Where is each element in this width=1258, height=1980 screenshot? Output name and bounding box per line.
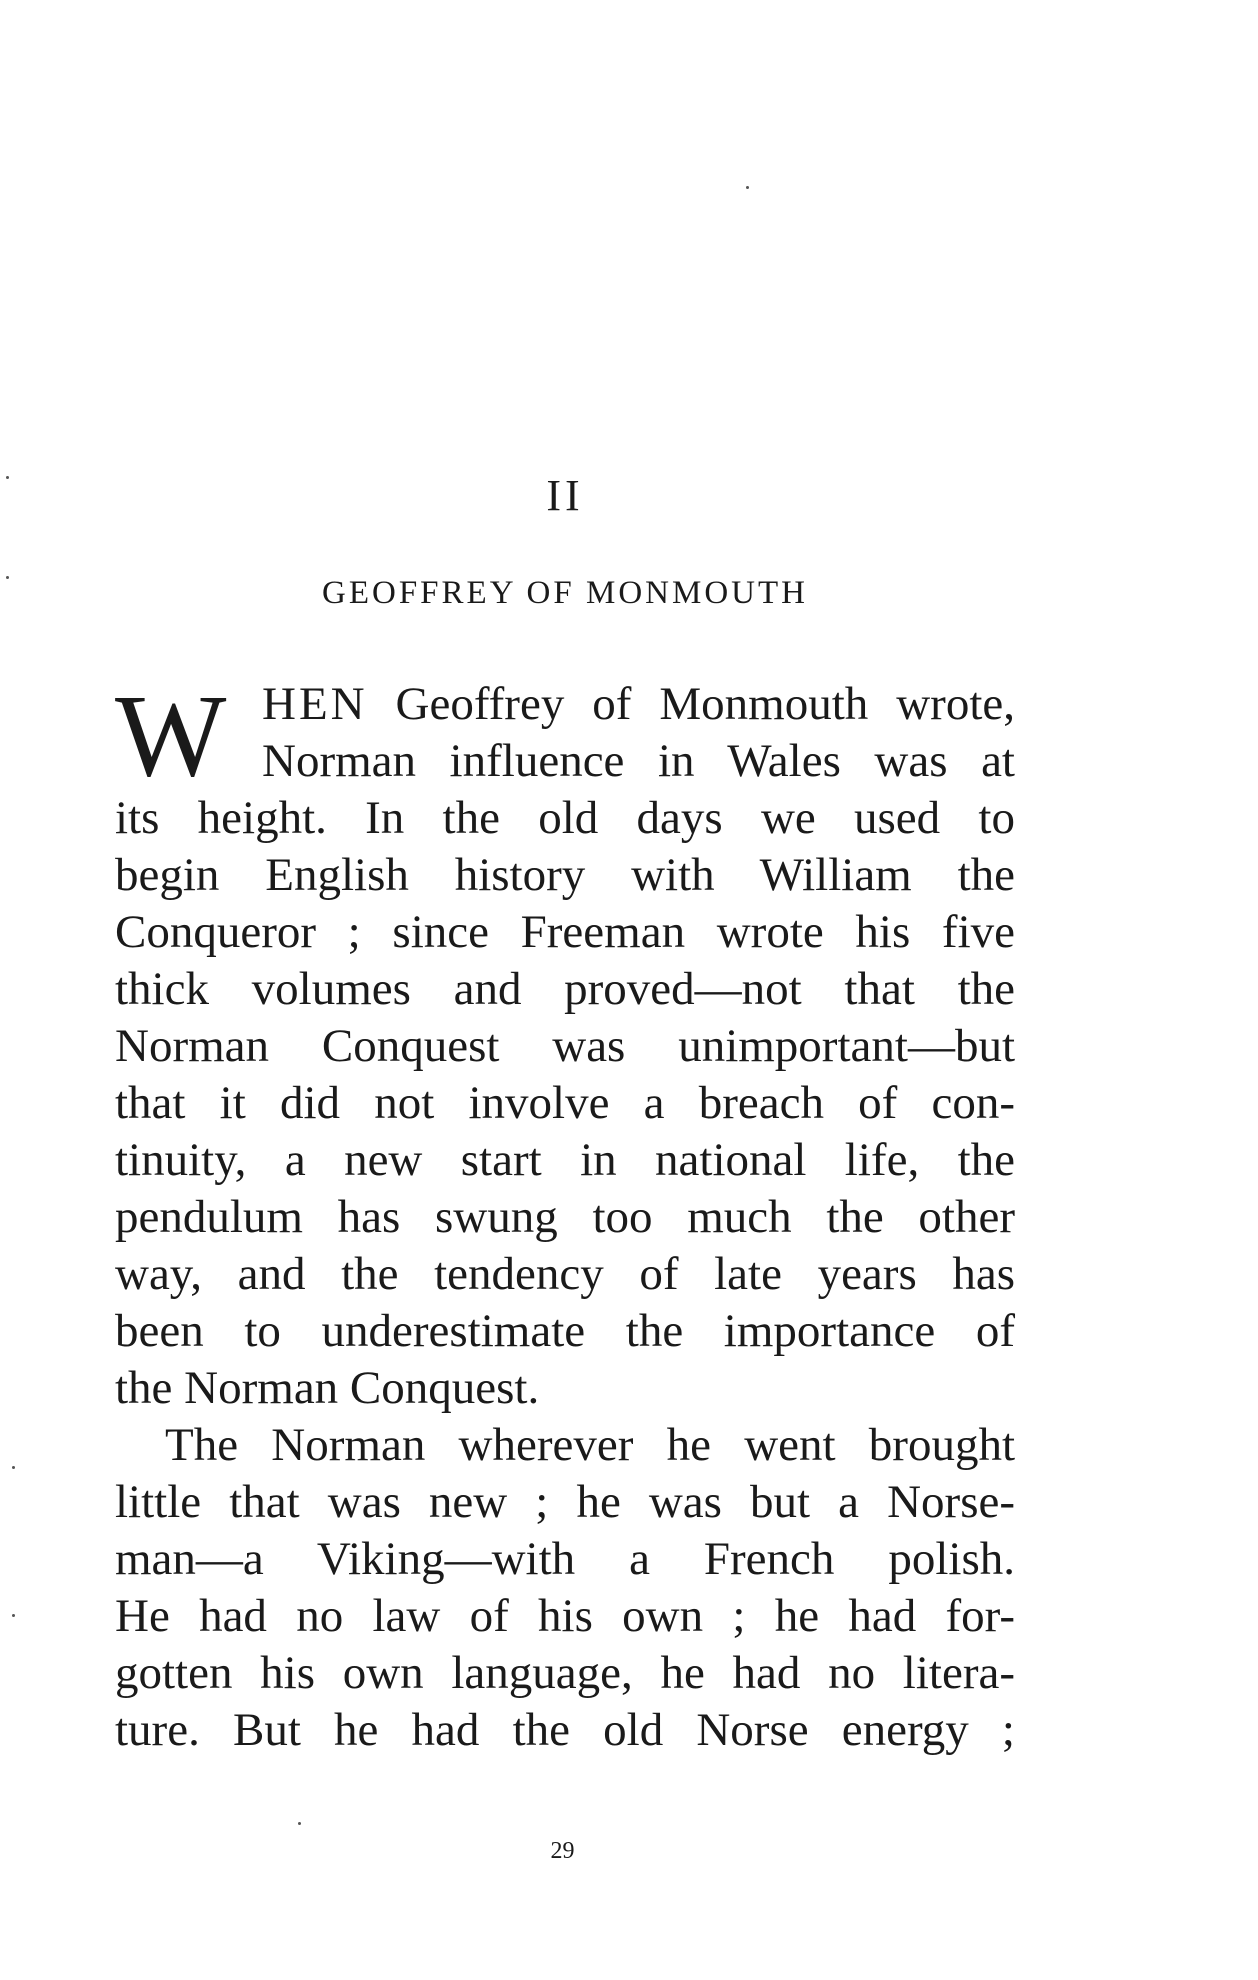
page-number: 29 [550,1838,575,1864]
text-line: Norman influence in Wales was at [262,735,1015,787]
text-line: Conqueror ; since Freeman wrote his five [115,906,1015,958]
text-line: man—a Viking—with a French polish. [115,1533,1015,1585]
text-line: The Norman wherever he went brought [165,1419,1015,1471]
text-line: the Norman Conquest. [115,1362,540,1414]
text-line: He had no law of his own ; he had for- [115,1590,1015,1642]
text-line-content: Geoffrey of Monmouth wrote, [395,678,1015,730]
text-line: tinuity, a new start in national life, the [115,1134,1015,1186]
text-line: gotten his own language, he had no litera- [115,1647,1015,1699]
text-line: Norman Conquest was unimportant—but [115,1020,1015,1072]
scan-speck [12,1614,15,1617]
chapter-number: II [546,471,584,520]
text-line: begin English history with William the [115,849,1015,901]
text-line: ture. But he had the old Norse energy ; [115,1704,1015,1756]
text-line: pendulum has swung too much the other [115,1191,1015,1243]
paragraph-2 [115,1417,1015,1759]
text-line: that it did not involve a breach of con- [115,1077,1015,1129]
scan-speck [746,186,749,189]
scan-speck [6,576,9,579]
body-text [115,670,1015,1759]
text-line [115,676,1015,733]
chapter-title: GEOFFREY OF MONMOUTH [322,575,808,611]
text-line: thick volumes and proved—not that the [115,963,1015,1015]
scan-speck [12,1466,15,1469]
scan-speck [298,1822,301,1825]
text-line: been to underestimate the importance of [115,1305,1015,1357]
text-line: its height. In the old days we used to [115,792,1015,844]
paragraph-1 [115,670,1015,1417]
text-line: little that was new ; he was but a Norse- [115,1476,1015,1528]
scan-speck [6,476,9,479]
drop-cap: W [115,670,227,801]
text-line: way, and the tendency of late years has [115,1248,1015,1300]
first-word-smallcaps: HEN [262,678,368,730]
